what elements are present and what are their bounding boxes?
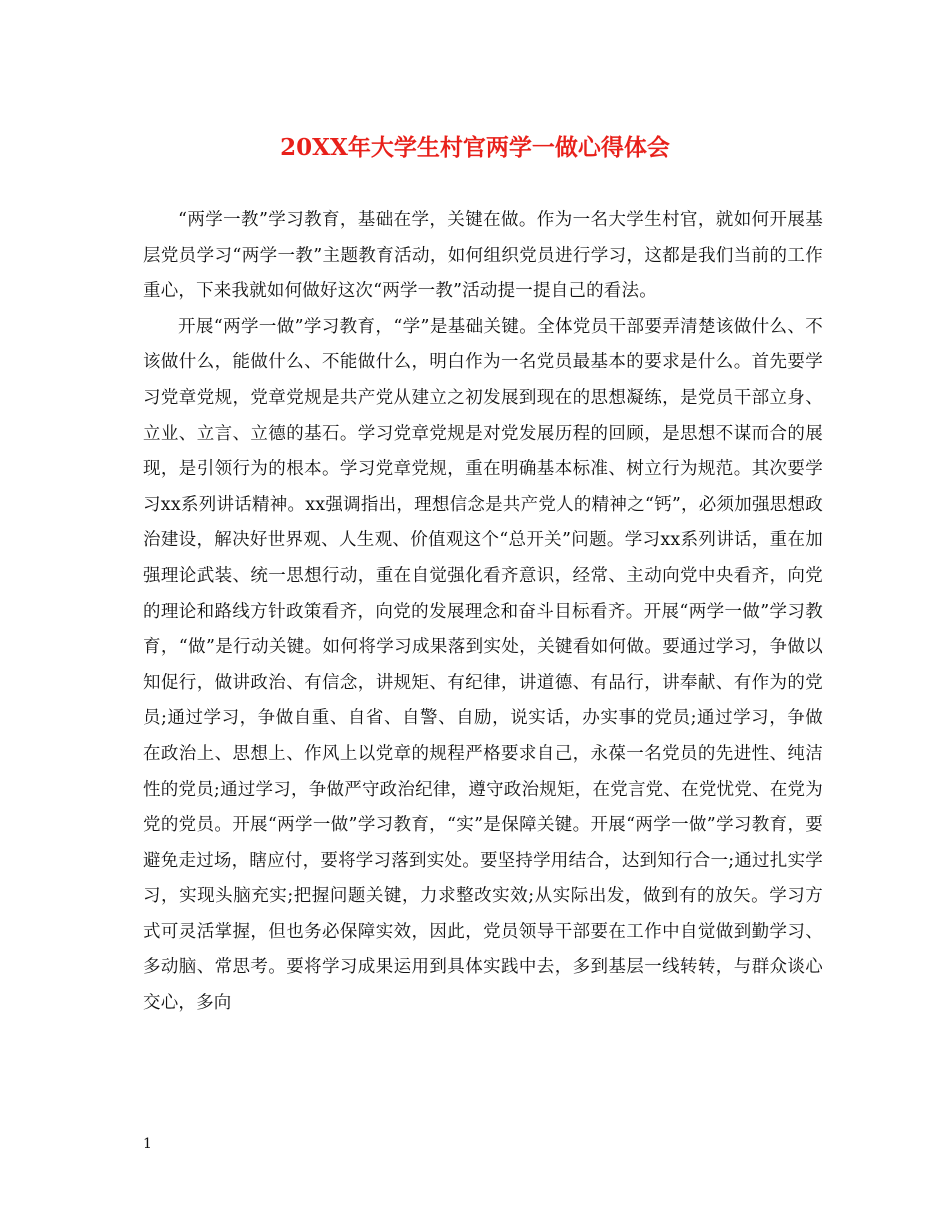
document-body	[143, 203, 823, 1022]
paragraph-main: 开展“两学一做”学习教育，“学”是基础关键。全体党员干部要弄清楚该做什么、不该做什么，能做什么、不能做什么，明白作为一名党员最基本的要求是什么。首先要学习党章党规，党章党规是共产党从建立之初发展到现在的思想凝练，是党员干部立身、立业、立言、立德的基石。学习党章党规是对党发展历程的回顾，是思想不谋而合的展现，是引领行为的根本。学习党章党规，重在明确基本标准、树立行为规范。其次要学习xx系列讲话精神。xx强调指出，理想信念是共产党人的精神之“钙”，必须加强思想政治建设，解决好世界观、人生观、价值观这个“总开关”问题。学习xx系列讲话，重在加强理论武装、统一思想行动，重在自觉强化看齐意识，经常、主动向党中央看齐，向党的理论和路线方针政策看齐，向党的发展理念和奋斗目标看齐。开展“两学一做”学习教育，“做”是行动关键。如何将学习成果落到实处，关键看如何做。要通过学习，争做以知促行，做讲政治、有信念，讲规矩、有纪律，讲道德、有品行，讲奉献、有作为的党员;通过学习，争做自重、自省、自警、自励，说实话，办实事的党员;通过学习，争做在政治上、思想上、作风上以党章的规程严格要求自己，永葆一名党员的先进性、纯洁性的党员;通过学习，争做严守政治纪律，遵守政治规矩，在党言党、在党忧党、在党为党的党员。开展“两学一做”学习教育，“实”是保障关键。开展“两学一做”学习教育，要避免走过场，瞎应付，要将学习落到实处。要坚持学用结合，达到知行合一;通过扎实学习，实现头脑充实;把握问题关键，力求整改实效;从实际出发，做到有的放矢。学习方式可灵活掌握，但也务必保障实效，因此，党员领导干部要在工作中自觉做到勤学习、多动脑、常思考。要将学习成果运用到具体实践中去，多到基层一线转转，与群众谈心交心，多向	[143, 316, 823, 1014]
document-title: 20XX年大学生村官两学一做心得体会	[280, 134, 670, 161]
paragraph-intro: “两学一教”学习教育，基础在学，关键在做。作为一名大学生村官，就如何开展基层党员学习“两学一教”主题教育活动，如何组织党员进行学习，这都是我们当前的工作重心，下来我就如何做好这次“两学一教”活动提一提自己的看法。	[143, 210, 823, 302]
page-number: 1	[143, 1136, 152, 1152]
